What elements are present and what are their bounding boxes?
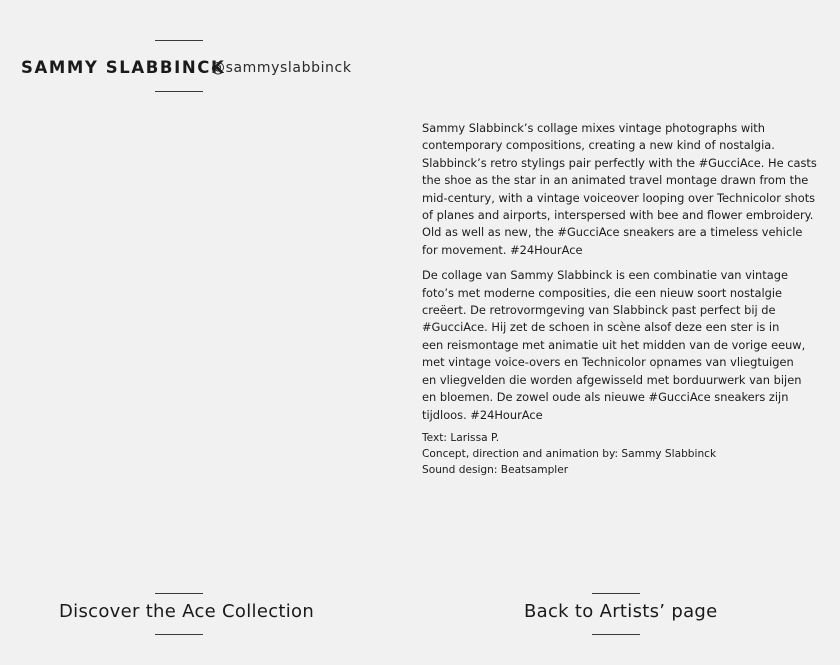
discover-bottom-rule [155,634,203,635]
text-line: foto’s met moderne composities, die een nieuw soort nostalgie [422,285,783,300]
text-line: Old as well as new, the #GucciAce sneakers are a timeless vehicle [422,225,803,240]
credits [422,430,840,478]
credit-concept: Concept, direction and animation by: Sammy Slabbinck [422,447,717,460]
header-top-rule [155,40,203,41]
text-line: en bloemen. De zowel oude als nieuwe #GucciAce sneakers zijn [422,390,789,405]
artist-name: SAMMY SLABBINCK [21,58,226,77]
text-line: #GucciAce. Hij zet de schoen in scène alsof deze een ster is in [422,320,780,335]
text-line: the shoe as the star in an animated travel montage drawn from the [422,173,809,188]
credit-sound: Sound design: Beatsampler [422,463,569,476]
back-top-rule [592,593,640,594]
description-dutch [422,267,840,424]
text-line: Sammy Slabbinck’s collage mixes vintage photographs with [422,121,765,135]
text-line: contemporary compositions, creating a new kind of nostalgia. [422,138,775,153]
description-english [422,120,840,259]
text-line: mid-century, with a vintage voiceover looping over Technicolor shots [422,190,816,205]
text-line: for movement. #24HourAce [422,242,583,257]
credit-text: Text: Larissa P. [422,431,500,444]
back-to-artists-link[interactable]: Back to Artists’ page [524,601,718,622]
text-line: of planes and airports, interspersed with bee and flower embroidery. [422,208,814,223]
text-line: en vliegvelden die worden afgewisseld met borduurwerk van bijen [422,372,802,387]
description-column [422,120,840,478]
text-line: De collage van Sammy Slabbinck is een combinatie van vintage [422,268,788,283]
text-line: met vintage voice-overs en Technicolor opnames van vliegtuigen [422,355,794,370]
text-line: een reismontage met animatie uit het midden van de vorige eeuw, [422,337,806,352]
text-line: Slabbinck’s retro stylings pair perfectly with the #GucciAce. He casts [422,155,817,170]
discover-top-rule [155,593,203,594]
header-bottom-rule [155,91,203,92]
text-line: tijdloos. #24HourAce [422,407,543,422]
text-line: creëert. De retrovormgeving van Slabbinck past perfect bij de [422,303,776,318]
back-bottom-rule [592,634,640,635]
discover-collection-link[interactable]: Discover the Ace Collection [59,601,315,622]
artist-handle: @sammyslabbinck [211,60,352,76]
